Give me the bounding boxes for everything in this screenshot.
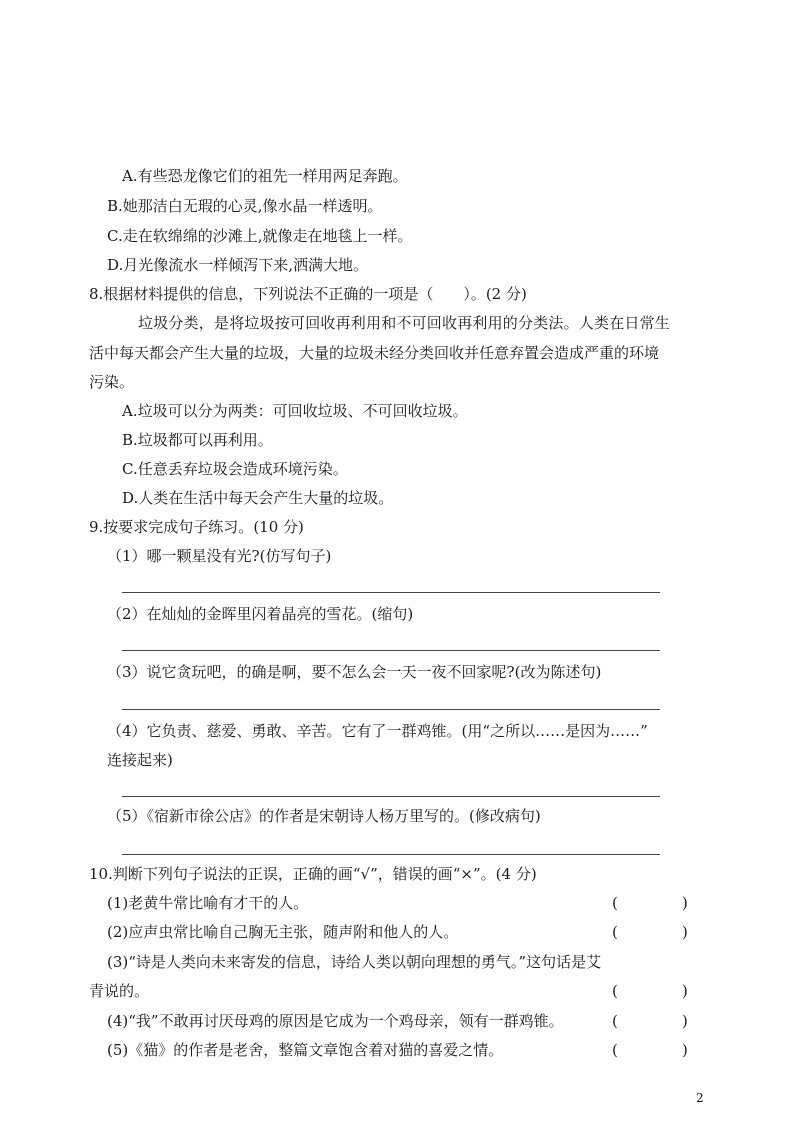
q9-answer-line-3[interactable] [122,709,660,710]
q10-stem: 10.判断下列句子说法的正误，正确的画“√”，错误的画“×”。(4 分) [89,865,537,883]
q10-answer-open-1[interactable]: ( [612,894,618,912]
q8-material-line-1: 垃圾分类，是将垃圾按可回收再利用和不可回收再利用的分类法。人类在日常生 [138,314,671,332]
q7-option-a: A.有些恐龙像它们的祖先一样用两足奔跑。 [122,167,408,185]
q8-material-line-2: 活中每天都会产生大量的垃圾，大量的垃圾未经分类回收并任意弃置会造成严重的环境 [89,344,660,362]
q10-answer-close-3: ) [682,982,688,1000]
q10-answer-open-2[interactable]: ( [612,923,618,941]
q10-answer-close-4: ) [682,1012,688,1030]
q9-item-2: （2）在灿灿的金晖里闪着晶亮的雪花。(缩句) [107,605,414,623]
q9-answer-line-5[interactable] [122,854,660,855]
q10-item-3: (3)“诗是人类向未来寄发的信息，诗给人类以朝向理想的勇气。”这句话是艾 [107,953,602,971]
q9-item-5: （5）《宿新市徐公店》的作者是宋朝诗人杨万里写的。(修改病句) [107,807,541,825]
q9-item-4: （4）它负责、慈爱、勇敢、辛苦。它有了一群鸡锥。(用“之所以……是因为……” [107,722,648,740]
q9-answer-line-4[interactable] [122,796,660,797]
q9-stem: 9.按要求完成句子练习。(10 分) [89,518,304,536]
q8-material-line-3: 污染。 [89,373,135,391]
q10-answer-close-5: ) [682,1041,688,1059]
q9-item-1: （1）哪一颗星没有光?(仿写句子) [107,547,332,565]
page-number: 2 [696,1091,704,1105]
q10-item-5: (5)《猫》的作者是老舍，整篇文章饱含着对猫的喜爱之情。 [107,1041,504,1059]
q10-item-2: (2)应声虫常比喻自己胸无主张，随声附和他人的人。 [107,923,459,941]
q9-answer-line-2[interactable] [122,650,660,651]
q7-option-b: B.她那洁白无瑕的心灵,像水晶一样透明。 [107,197,383,215]
q10-item-3-continued: 青说的。 [89,982,150,1000]
q7-option-d: D.月光像流水一样倾泻下来,洒满大地。 [107,256,369,274]
q9-item-3: （3）说它贪玩吧，的确是啊，要不怎么会一天一夜不回家呢?(改为陈述句) [107,663,602,681]
q10-answer-open-5[interactable]: ( [612,1041,618,1059]
q8-option-a: A.垃圾可以分为两类：可回收垃圾、不可回收垃圾。 [122,402,468,420]
q10-answer-open-3[interactable]: ( [612,982,618,1000]
q7-option-c: C.走在软绵绵的沙滩上,就像走在地毯上一样。 [107,227,413,245]
q10-answer-close-2: ) [682,923,688,941]
q8-stem: 8.根据材料提供的信息，下列说法不正确的一项是（ ）。(2 分) [89,285,527,303]
q10-item-1: (1)老黄牛常比喻有才干的人。 [107,894,309,912]
q8-option-b: B.垃圾都可以再利用。 [122,431,273,449]
q10-answer-close-1: ) [682,894,688,912]
q9-answer-line-1[interactable] [122,592,660,593]
q10-answer-open-4[interactable]: ( [612,1012,618,1030]
q8-option-d: D.人类在生活中每天会产生大量的垃圾。 [122,489,394,507]
q8-option-c: C.任意丢弃垃圾会造成环境污染。 [122,460,348,478]
q9-item-4-continued: 连接起来) [107,751,173,769]
q10-item-4: (4)“我”不敢再讨厌母鸡的原因是它成为一个鸡母亲，领有一群鸡锥。 [107,1012,564,1030]
